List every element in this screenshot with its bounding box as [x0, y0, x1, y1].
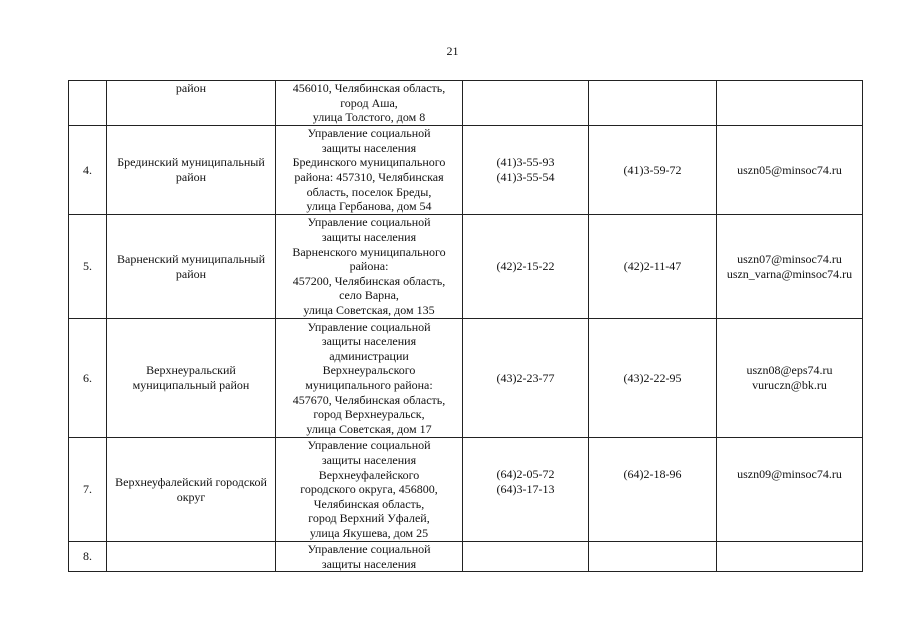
page-number: 21 — [446, 44, 459, 58]
address-line: защиты населения — [321, 453, 417, 468]
table-row — [69, 215, 863, 319]
row-number-cell: 4. — [69, 126, 107, 215]
phone-number: (41)3-55-54 — [496, 170, 555, 184]
email-address: vuruczn@bk.ru — [752, 378, 827, 392]
address-line: 457200, Челябинская область, — [292, 273, 446, 288]
table-row — [69, 81, 863, 126]
fax-cell: (41)3-59-72 — [589, 126, 717, 215]
phone-cell — [463, 81, 589, 126]
address-line: администрации — [329, 348, 409, 363]
email-cell — [717, 438, 863, 542]
email-address: uszn07@minsoc74.ru — [737, 251, 842, 266]
fax-cell: (43)2-22-95 — [589, 319, 717, 438]
address-line: 457670, Челябинская область, — [292, 392, 446, 407]
phone-cell — [463, 319, 589, 438]
row-number-cell — [69, 81, 107, 126]
district-cell: район — [107, 81, 276, 126]
address-line: город Верхний Уфалей, — [308, 511, 430, 526]
contacts-table — [68, 80, 863, 572]
phone-cell — [463, 438, 589, 542]
email-address: uszn05@minsoc74.ru — [737, 162, 842, 177]
address-line: Управление социальной — [307, 319, 431, 334]
row-number-cell: 8. — [69, 542, 107, 572]
email-cell — [717, 126, 863, 215]
address-line: защиты населения — [321, 556, 417, 571]
address-cell — [276, 126, 463, 215]
address-cell — [276, 215, 463, 319]
address-line: Челябинская область, — [313, 496, 425, 511]
district-cell: Верхнеуральский муниципальный район — [107, 319, 276, 438]
phone-cell — [463, 542, 589, 572]
address-line: город Аша, — [340, 95, 398, 110]
email-cell — [717, 542, 863, 572]
address-line: улица Советская, дом 17 — [306, 421, 432, 436]
address-line: Управление социальной — [307, 542, 431, 556]
address-line: Верхнеуфалейского — [318, 467, 420, 482]
row-number-cell: 7. — [69, 438, 107, 542]
email-address: uszn08@eps74.ru — [746, 363, 833, 378]
address-line: улица Советская, дом 135 — [303, 302, 435, 317]
address-line: 456010, Челябинская область, — [292, 81, 446, 96]
address-line: Брединского муниципального — [292, 155, 446, 170]
address-line: Варненского муниципального — [292, 244, 446, 259]
district-cell: Брединский муниципальный район — [107, 126, 276, 215]
table-row — [69, 542, 863, 572]
address-line: района: 457310, Челябинская — [294, 170, 444, 184]
address-line: защиты населения — [321, 334, 417, 349]
address-line: Верхнеуральского — [322, 363, 416, 378]
email-address: uszn09@minsoc74.ru — [737, 467, 842, 481]
email-cell — [717, 319, 863, 438]
address-line: района: — [349, 259, 389, 274]
address-cell — [276, 438, 463, 542]
row-number-cell: 6. — [69, 319, 107, 438]
row-number-cell: 5. — [69, 215, 107, 319]
district-cell: Верхнеуфалейский городской округ — [107, 438, 276, 542]
phone-number: (41)3-55-93 — [496, 155, 555, 170]
fax-cell — [589, 81, 717, 126]
address-line: улица Толстого, дом 8 — [312, 110, 426, 125]
email-cell — [717, 81, 863, 126]
fax-cell — [589, 542, 717, 572]
address-cell — [276, 319, 463, 438]
table-row — [69, 438, 863, 542]
address-line: защиты населения — [321, 230, 417, 245]
table-row — [69, 126, 863, 215]
email-cell — [717, 215, 863, 319]
phone-number: (42)2-15-22 — [496, 259, 555, 274]
address-line: городского округа, 456800, — [300, 482, 438, 497]
phone-number: (64)3-17-13 — [496, 481, 555, 496]
address-line: село Варна, — [339, 288, 399, 303]
address-line: область, поселок Бреды, — [306, 184, 432, 199]
phone-number: (64)2-05-72 — [496, 467, 555, 481]
table-row — [69, 319, 863, 438]
address-line: Управление социальной — [307, 215, 431, 230]
address-line: защиты населения — [321, 140, 417, 155]
address-line: муниципального района: — [305, 378, 433, 392]
address-cell — [276, 81, 463, 126]
address-line: Управление социальной — [307, 126, 431, 141]
address-cell — [276, 542, 463, 572]
phone-cell — [463, 126, 589, 215]
district-cell — [107, 542, 276, 572]
address-line: город Верхнеуральск, — [313, 407, 425, 422]
fax-cell: (64)2-18-96 — [589, 438, 717, 542]
district-cell: Варненский муниципальный район — [107, 215, 276, 319]
address-line: улица Гербанова, дом 54 — [306, 199, 432, 214]
phone-number: (43)2-23-77 — [496, 370, 555, 385]
fax-cell: (42)2-11-47 — [589, 215, 717, 319]
address-line: Управление социальной — [307, 438, 431, 453]
phone-cell — [463, 215, 589, 319]
address-line: улица Якушева, дом 25 — [309, 525, 429, 540]
email-address: uszn_varna@minsoc74.ru — [726, 266, 853, 281]
